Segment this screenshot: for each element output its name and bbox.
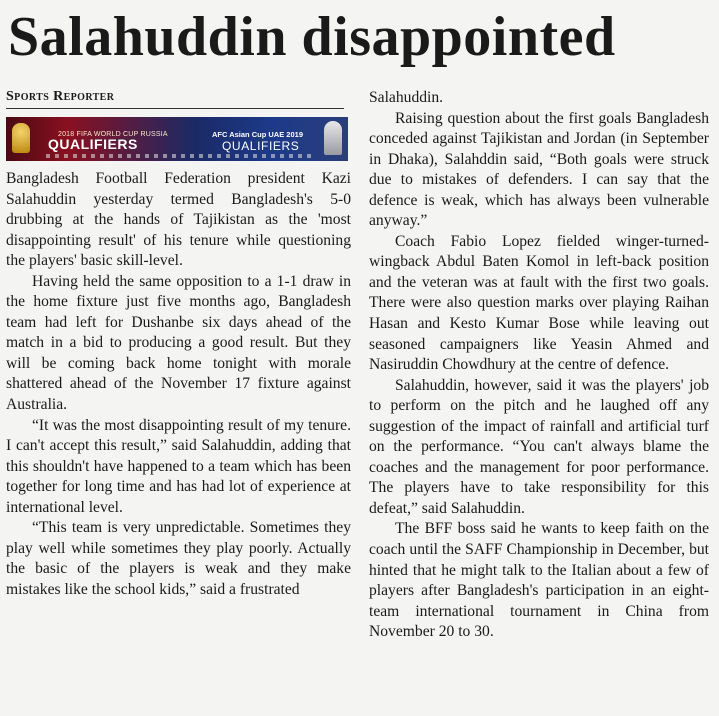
fifa-banner-title: QUALIFIERS xyxy=(48,136,138,152)
article-paragraph: Bangladesh Football Federation president Kazi Salahuddin yesterday termed Bangladesh's 5-0 drubbing at the hands of Tajikistan as the 'most disappointing result' of his tenure while questioning the players' basic skill-level. xyxy=(6,170,351,270)
article-paragraph: Having held the same opposition to a 1-1 draw in the home fixture just five months ago, Bangladesh team had left for Dushanbe six days ahead of the match in a bid to producing a good result. But they will be coming back home tonight with morale shattered ahead of the November 17 fixture against Australia. xyxy=(6,272,351,414)
article-paragraph: “It was the most disappointing result of my tenure. I can't accept this result,” said Salahuddin, adding that this shouldn't have happened to a team which has been together for long time and has had lot of experience at international level. xyxy=(6,416,351,516)
qualifiers-banner xyxy=(6,117,348,161)
article-paragraph: Coach Fabio Lopez fielded winger-turned-wingback Abdul Baten Komol in left-back position and the veteran was at fault with the first two goals. There were also question marks over playing Raihan Hasan and Kesto Kumar Bose while leaving out seasoned campaigners like Yeasin Ahmed and Nasiruddin Chowdhury at the centre of defence. xyxy=(369,232,709,374)
article-paragraph: Raising question about the first goals Bangladesh conceded against Tajikistan and Jordan (in September in Dhaka), Salahddin said, “Both goals were struck due to mistakes of defenders. I can say that the defence is weak, which has always been vulnerable anyway.” xyxy=(369,109,709,230)
afc-banner-caption: AFC Asian Cup UAE 2019 xyxy=(212,130,303,139)
byline: Sports Reporter xyxy=(6,88,344,109)
world-cup-trophy-icon xyxy=(12,123,30,153)
column-right xyxy=(369,88,709,643)
fifa-banner-caption: 2018 FIFA WORLD CUP RUSSIA xyxy=(58,131,168,138)
flags-strip xyxy=(46,154,316,158)
article-paragraph: “This team is very unpredictable. Sometimes they play well while sometimes they play poorly. Actually the basic of the players is weak and they make mistakes like the school kids,” said a frustrated xyxy=(6,519,351,598)
afc-banner-title: QUALIFIERS xyxy=(222,139,300,153)
article-paragraph: Salahuddin, however, said it was the players' job to perform on the pitch and he laughed off any suggestion of the impact of rainfall and artificial turf on the performance. “You can't always blame the coaches and the management for poor performance. The players have to take responsibility for this defeat,” said Salahuddin. xyxy=(369,376,709,517)
column-left xyxy=(6,88,351,600)
article-paragraph: Salahuddin. xyxy=(369,89,444,106)
headline: Salahuddin disappointed xyxy=(8,6,616,68)
asian-cup-trophy-icon xyxy=(324,121,342,155)
article-paragraph: The BFF boss said he wants to keep faith on the coach until the SAFF Championship in December, but hinted that he might talk to the Italian about a few of players after Bangladesh's participation in an eight-team international tournament in China from November 20 to 30. xyxy=(369,520,709,641)
